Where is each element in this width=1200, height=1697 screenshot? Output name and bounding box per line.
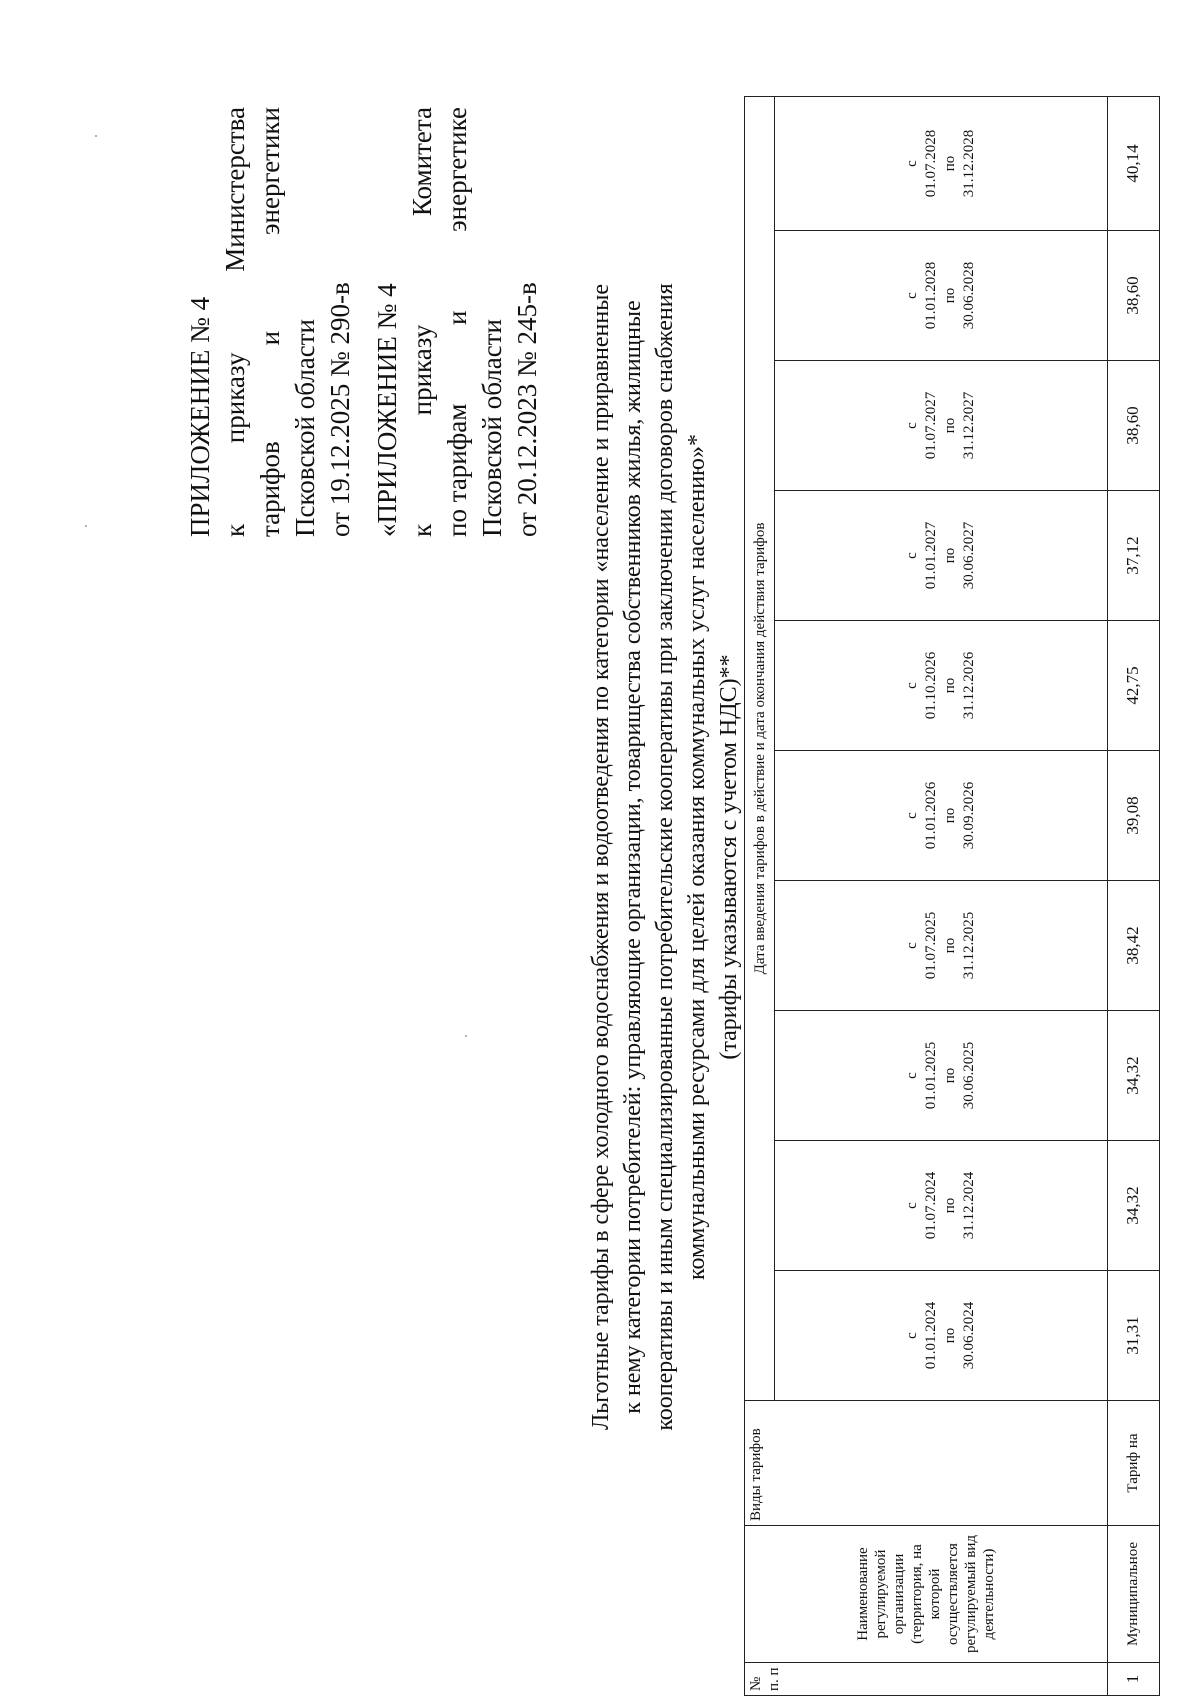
row-number: 1 xyxy=(1107,1663,1159,1696)
appendix-line xyxy=(253,107,288,537)
appendix-line xyxy=(440,107,475,537)
period-header xyxy=(775,361,1107,491)
period-from: с xyxy=(903,682,920,689)
scan-speck xyxy=(465,1035,467,1037)
period-from: с xyxy=(903,1072,920,1079)
appendix-title: «ПРИЛОЖЕНИЕ № 4 xyxy=(372,283,402,537)
period-by: по xyxy=(941,1067,958,1084)
table-row xyxy=(1107,96,1159,1695)
period-by: по xyxy=(941,1327,958,1344)
period-header xyxy=(775,881,1107,1011)
tariff-value: 34,32 xyxy=(1107,1011,1159,1141)
appendix-word: Министерства xyxy=(220,107,250,272)
appendix-header-current xyxy=(183,107,358,537)
tariff-value: 38,42 xyxy=(1107,881,1159,1011)
period-end: 31.12.2028 xyxy=(960,129,977,198)
period-start: 01.01.2026 xyxy=(922,781,939,850)
row-tariff-type: Тариф на xyxy=(1107,1401,1159,1526)
table-header-row xyxy=(745,96,775,1695)
period-by: по xyxy=(941,547,958,564)
period-from: с xyxy=(903,812,920,819)
appendix-word: приказу xyxy=(407,324,437,416)
appendix-word: Комитета xyxy=(407,107,437,217)
heading-line: кооперативы и иным специализированные потребительские кооперативы при заключении договоров снабжения xyxy=(652,283,678,1431)
header-tariff-type: Виды тарифов xyxy=(745,1401,1108,1526)
period-header xyxy=(775,491,1107,621)
period-start: 01.07.2027 xyxy=(922,391,939,460)
appendix-word: тарифов xyxy=(255,441,285,537)
period-start: 01.01.2024 xyxy=(922,1301,939,1370)
appendix-word: к xyxy=(407,523,437,537)
appendix-header-previous xyxy=(370,107,545,537)
appendix-word: и xyxy=(255,330,285,346)
period-end: 30.06.2025 xyxy=(960,1041,977,1110)
header-number: № п. п xyxy=(745,1663,1108,1696)
period-start: 01.01.2027 xyxy=(922,521,939,590)
appendix-order-date: от 19.12.2025 № 290-в xyxy=(325,282,355,537)
period-start: 01.07.2025 xyxy=(922,911,939,980)
period-from: с xyxy=(903,552,920,559)
period-header xyxy=(775,96,1107,230)
appendix-word: по тарифам xyxy=(442,403,472,537)
period-from: с xyxy=(903,292,920,299)
appendix-title: ПРИЛОЖЕНИЕ № 4 xyxy=(185,296,215,537)
period-end: 31.12.2025 xyxy=(960,911,977,980)
period-header xyxy=(775,231,1107,361)
tariff-value: 39,08 xyxy=(1107,751,1159,881)
period-end: 30.06.2024 xyxy=(960,1301,977,1370)
header-dates: Дата введения тарифов в действие и дата окончания действия тарифов xyxy=(745,96,775,1400)
tariff-value: 38,60 xyxy=(1107,231,1159,361)
period-end: 31.12.2026 xyxy=(960,651,977,720)
period-from: с xyxy=(903,1202,920,1209)
period-header xyxy=(775,1011,1107,1141)
period-start: 01.10.2026 xyxy=(922,651,939,720)
scan-speck xyxy=(85,525,87,527)
appendix-region: Псковской области xyxy=(477,318,507,537)
appendix-word: энергетики xyxy=(255,107,285,236)
tariff-table xyxy=(744,96,1160,1696)
period-header xyxy=(775,1271,1107,1401)
appendix-word: и xyxy=(442,310,472,326)
period-end: 31.12.2027 xyxy=(960,391,977,460)
period-by: по xyxy=(941,937,958,954)
period-end: 30.09.2026 xyxy=(960,781,977,850)
appendix-word: к xyxy=(220,523,250,537)
appendix-word: приказу xyxy=(220,352,250,444)
heading-line: (тарифы указываются с учетом НДС)** xyxy=(716,654,742,1060)
document-heading xyxy=(585,117,745,1597)
heading-line: к нему категории потребителей: управляющие организации, товарищества собственников жилья, жилищные xyxy=(620,300,646,1414)
period-from: с xyxy=(903,942,920,949)
tariff-value: 31,31 xyxy=(1107,1271,1159,1401)
period-end: 30.06.2028 xyxy=(960,261,977,330)
appendix-word: энергетике xyxy=(442,107,472,232)
tariff-value: 40,14 xyxy=(1107,96,1159,230)
tariff-value: 38,60 xyxy=(1107,361,1159,491)
tariff-value: 34,32 xyxy=(1107,1141,1159,1271)
period-start: 01.07.2024 xyxy=(922,1171,939,1240)
tariff-value: 42,75 xyxy=(1107,621,1159,751)
period-header xyxy=(775,621,1107,751)
heading-line: Льготные тарифы в сфере холодного водоснабжения и водоотведения по категории «население и приравненные xyxy=(588,284,614,1430)
period-by: по xyxy=(941,807,958,824)
period-by: по xyxy=(941,677,958,694)
heading-line: коммунальными ресурсами для целей оказания коммунальных услуг населению»* xyxy=(684,434,710,1280)
row-organization: Муниципальное xyxy=(1107,1526,1159,1663)
period-start: 01.07.2028 xyxy=(922,129,939,198)
tariff-value: 37,12 xyxy=(1107,491,1159,621)
period-start: 01.01.2025 xyxy=(922,1041,939,1110)
period-from: с xyxy=(903,160,920,167)
period-by: по xyxy=(941,155,958,172)
period-start: 01.01.2028 xyxy=(922,261,939,330)
period-end: 31.12.2024 xyxy=(960,1171,977,1240)
appendix-line xyxy=(405,107,440,537)
period-by: по xyxy=(941,1197,958,1214)
period-from: с xyxy=(903,422,920,429)
period-header xyxy=(775,751,1107,881)
appendix-order-date: от 20.12.2023 № 245-в xyxy=(512,282,542,537)
period-by: по xyxy=(941,287,958,304)
header-organization: Наименование регулируемой организации (территория, на которой осуществляется регулируемый вид деятельности) xyxy=(745,1526,1108,1663)
scan-speck xyxy=(95,135,97,137)
appendix-region: Псковской области xyxy=(290,318,320,537)
period-end: 30.06.2027 xyxy=(960,521,977,590)
appendix-line xyxy=(218,107,253,537)
period-from: с xyxy=(903,1332,920,1339)
period-by: по xyxy=(941,417,958,434)
period-header xyxy=(775,1141,1107,1271)
